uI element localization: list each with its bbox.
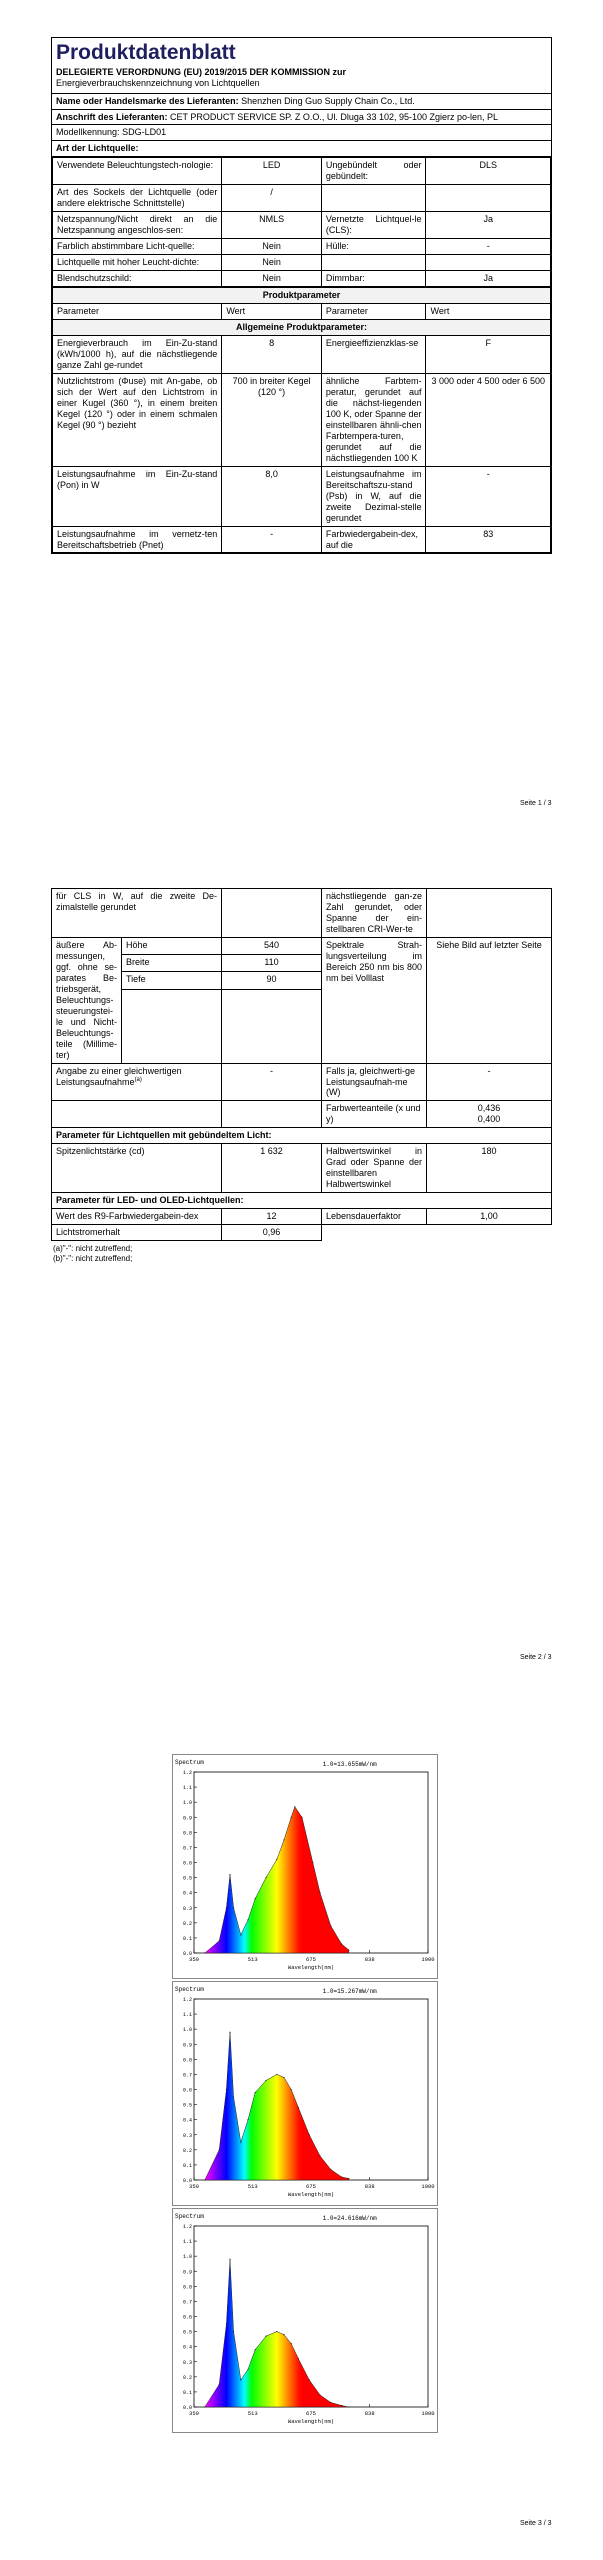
spectrum-point (265, 2080, 266, 2081)
spectrum-svg-2 (172, 1981, 438, 2206)
type-param-value-2: Ja (426, 212, 551, 239)
type-param-value: Nein (222, 239, 322, 255)
x-tick-label: 350 (189, 2410, 199, 2417)
y-tick-label: 0.1 (182, 2162, 192, 2169)
y-tick-label: 0.1 (182, 1935, 192, 1942)
spectrum-point (233, 2331, 234, 2332)
spectrum-point (255, 2349, 256, 2350)
general-param-label-2: ähnliche Farbtem-peratur, gerundet auf die nächst-liegenden 100 K, oder Spanne der einstellbaren ähnli-chen Farbtempera-turen, gerundet auf die nächstliegenden 100 K (321, 373, 426, 466)
general-param-row (53, 526, 551, 553)
footnote-a: (a)"-": nicht zutreffend; (53, 1244, 133, 1254)
spectral-label: Spektrale Strah-lungsverteilung im Bereich 250 nm bis 800 nm bei Volllast (322, 937, 427, 1063)
y-tick-label: 1.1 (182, 2239, 192, 2246)
spectrum-point (348, 2406, 349, 2407)
x-tick-label: 1000 (421, 2183, 435, 2190)
general-param-value: 700 in breiter Kegel (120 °) (222, 373, 322, 466)
dim-depth-value: 90 (222, 972, 322, 989)
general-param-row (53, 466, 551, 526)
type-param-value-2: - (426, 239, 551, 255)
y-tick-label: 0.7 (182, 2072, 192, 2079)
beam-angle-label: Halbwertswinkel in Grad oder Spanne der einstellbaren Halbwertswinkel (322, 1144, 427, 1193)
chromaticity-values: 0,436 0,400 (427, 1101, 552, 1128)
r9-label: Wert des R9-Farbwiedergabein-dex (52, 1209, 222, 1225)
y-tick-label: 0.6 (182, 2314, 192, 2321)
x-axis-label: Wavelength(nm) (287, 2418, 335, 2425)
spectrum-point (265, 2336, 266, 2337)
type-param-value: Nein (222, 255, 322, 271)
y-tick-label: 0.2 (182, 2374, 192, 2381)
equiv-power-label: Angabe zu einer gleichwertigen Leistungsaufnahme$^{(a)}$ (52, 1063, 222, 1101)
y-tick-label: 0.4 (182, 2117, 192, 2124)
spectrum-point (309, 2134, 310, 2135)
x-tick-label: 350 (189, 1956, 199, 1963)
spectrum-point (226, 2089, 227, 2090)
peak-intensity-value: 1 632 (222, 1144, 322, 1193)
page-number-1: Seite 1 / 3 (520, 800, 552, 807)
lumen-maint-label: Lichtstromerhalt (52, 1225, 222, 1241)
spectrum-point (309, 2379, 310, 2380)
spectrum-point (247, 2119, 248, 2120)
y-tick-label: 1.2 (182, 1997, 192, 2003)
spectrum-point (240, 1934, 241, 1935)
general-param-label-2: Energieeffizienzklas-se (321, 336, 426, 374)
survival-factor-value: 1,00 (427, 1209, 552, 1225)
x-tick-label: 1000 (421, 1956, 435, 1963)
chart-title: Spectrum (175, 1986, 204, 1993)
x-axis-label: Wavelength(nm) (287, 2191, 335, 2198)
spectrum-point (219, 2384, 220, 2385)
spectrum-point (226, 1907, 227, 1908)
y-tick-label: 1.0 (182, 2254, 192, 2261)
beam-angle-value: 180 (427, 1144, 552, 1193)
type-table (52, 157, 551, 287)
type-param-label-2 (321, 185, 426, 212)
datasheet-page-1 (51, 37, 552, 554)
spectrum-point (276, 2331, 277, 2332)
type-param-value-2 (426, 185, 551, 212)
spectrum-point (301, 1817, 302, 1818)
spectrum-chart-2 (172, 1981, 438, 2206)
x-tick-label: 675 (306, 2183, 316, 2190)
dim-depth-label: Tiefe (122, 972, 222, 989)
spectrum-chart-1 (172, 1754, 438, 1979)
y-tick-label: 0.3 (182, 2359, 192, 2366)
type-param-value: / (222, 185, 322, 212)
spectrum-point (283, 1839, 284, 1840)
y-tick-label: 0.9 (182, 2269, 192, 2276)
general-param-value-2: 3 000 oder 4 500 oder 6 500 (426, 373, 551, 466)
cont-param-label-2: nächstliegende gan-ze Zahl gerundet, oder Spanne der ein-stellbaren CRI-Wer-te (322, 889, 427, 938)
type-param-label-2: Hülle: (321, 239, 426, 255)
general-param-value-2: 83 (426, 526, 551, 553)
x-tick-label: 838 (364, 2410, 375, 2417)
spectrum-point (319, 2155, 320, 2156)
spectrum-point (319, 2394, 320, 2395)
chart-annotation: 1.0=13.655mW/nm (322, 1761, 377, 1768)
type-param-value-2 (426, 255, 551, 271)
x-tick-label: 838 (364, 1956, 375, 1963)
col-header-value-2: Wert (426, 304, 551, 320)
y-tick-label: 0.0 (182, 2178, 192, 2184)
y-tick-label: 0.1 (182, 2389, 192, 2396)
spectrum-point (233, 1907, 234, 1908)
type-param-label: Verwendete Beleuchtungstech-nologie: (53, 158, 222, 185)
model-row: Modellkennung: SDG-LD01 (52, 125, 551, 141)
general-param-value: - (222, 526, 322, 553)
spectrum-point (204, 2406, 205, 2407)
general-param-value: 8,0 (222, 466, 322, 526)
type-row (53, 212, 551, 239)
type-param-label: Art des Sockels der Lichtquelle (oder andere elektrische Schnittstelle) (53, 185, 222, 212)
spectral-value: Siehe Bild auf letzter Seite (427, 937, 552, 1063)
spectrum-point (229, 2032, 230, 2033)
y-tick-label: 0.3 (182, 2132, 192, 2139)
spectrum-point (276, 1859, 277, 1860)
type-row (53, 271, 551, 287)
lumen-maint-value: 0,96 (222, 1225, 322, 1241)
spectrum-point (240, 2379, 241, 2380)
page2-table (51, 888, 552, 1241)
supplier-address-row: Anschrift des Lieferanten: CET PRODUCT SERVICE SP. Z O.O., Ul. Dluga 33 102, 95-100 Zgierz po-len, PL (52, 110, 551, 126)
regulation-text: DELEGIERTE VERORDNUNG (EU) 2019/2015 DER KOMMISSION zur Energieverbrauchskennzeichnung von Lichtquellen (56, 66, 347, 88)
type-param-label-2: Vernetzte Lichtquel-le (CLS): (321, 212, 426, 239)
type-param-label: Netzspannung/Nicht direkt an die Netzspannung angeschlos-sen: (53, 212, 222, 239)
spectrum-point (283, 2077, 284, 2078)
y-tick-label: 0.6 (182, 2087, 192, 2094)
equiv-power-value-2: - (427, 1063, 552, 1101)
x-tick-label: 513 (247, 1956, 258, 1963)
page-number-3: Seite 3 / 3 (520, 2520, 552, 2527)
y-tick-label: 0.9 (182, 2042, 192, 2049)
spectrum-point (247, 1919, 248, 1920)
directional-params-title: Parameter für Lichtquellen mit gebündeltem Licht: (52, 1128, 552, 1144)
x-tick-label: 513 (247, 2183, 258, 2190)
y-tick-label: 0.4 (182, 2344, 192, 2351)
spectrum-point (298, 2107, 299, 2108)
general-param-label-2: Farbwiedergabein-dex, auf die (321, 526, 426, 553)
type-param-label: Farblich abstimmbare Licht-quelle: (53, 239, 222, 255)
y-tick-label: 1.2 (182, 2224, 192, 2230)
peak-intensity-label: Spitzenlichtstärke (cd) (52, 1144, 222, 1193)
y-tick-label: 0.7 (182, 1845, 192, 1852)
spectrum-point (348, 2178, 349, 2179)
type-param-value: LED (222, 158, 322, 185)
y-tick-label: 0.0 (182, 2405, 192, 2411)
x-tick-label: 350 (189, 2183, 199, 2190)
y-tick-label: 0.5 (182, 1875, 192, 1882)
type-param-value: Nein (222, 271, 322, 287)
spectrum-point (219, 2149, 220, 2150)
spectrum-point (204, 1952, 205, 1953)
y-tick-label: 0.4 (182, 1890, 192, 1897)
dimensions-label: äußere Ab-messungen, ggf. ohne se-parates Be-triebsgerät, Beleuchtungs-steuerungstei-le und Nicht-Beleuchtungs-teile (Millime-ter) (52, 937, 122, 1063)
y-tick-label: 0.5 (182, 2102, 192, 2109)
equiv-power-value: - (222, 1063, 322, 1101)
type-param-value: NMLS (222, 212, 322, 239)
spectrum-point (330, 1925, 331, 1926)
x-tick-label: 838 (364, 2183, 375, 2190)
type-row (53, 185, 551, 212)
y-tick-label: 0.8 (182, 1830, 192, 1837)
y-tick-label: 0.7 (182, 2299, 192, 2306)
dim-width-label: Breite (122, 955, 222, 972)
cont-param-label: für CLS in W, auf die zweite De-zimalstelle gerundet (52, 889, 222, 938)
spectrum-point (312, 1862, 313, 1863)
equiv-power-label-2: Falls ja, gleichwerti-ge Leistungsaufnah-me (W) (322, 1063, 427, 1101)
chart-title: Spectrum (175, 1759, 204, 1766)
y-tick-label: 0.8 (182, 2057, 192, 2064)
spectrum-point (204, 2179, 205, 2180)
y-tick-label: 0.6 (182, 1860, 192, 1867)
datasheet-page-2 (51, 888, 552, 1264)
page-title: Produktdatenblatt (56, 41, 236, 64)
type-param-value-2: DLS (426, 158, 551, 185)
x-axis-label: Wavelength(nm) (287, 1964, 335, 1971)
footnote-b: (b)"-": nicht zutreffend; (53, 1253, 133, 1263)
type-param-label: Lichtquelle mit hoher Leucht-dichte: (53, 255, 222, 271)
general-param-label: Nutzlichtstrom (Φuse) mit An-gabe, ob sich der Wert auf den Lichtstrom in einer Kugel (360 °), in einem breiten Kegel (120 °) oder in einem schmalen Kegel (90 °) bezieht (53, 373, 222, 466)
y-tick-label: 0.9 (182, 1815, 192, 1822)
general-param-row (53, 373, 551, 466)
general-param-value-2: - (426, 466, 551, 526)
chart-title: Spectrum (175, 2213, 204, 2220)
spectrum-point (219, 1940, 220, 1941)
spectrum-point (341, 1943, 342, 1944)
general-param-value: 8 (222, 336, 322, 374)
spectrum-point (233, 2096, 234, 2097)
y-tick-label: 1.1 (182, 2012, 192, 2019)
dim-height-value: 540 (222, 937, 322, 954)
spectrum-point (341, 2176, 342, 2177)
product-params-table (52, 287, 551, 553)
spectrum-point (341, 2405, 342, 2406)
general-param-value-2: F (426, 336, 551, 374)
type-param-label-2: Dimmbar: (321, 271, 426, 287)
r9-value: 12 (222, 1209, 322, 1225)
general-params-title: Allgemeine Produktparameter: (53, 320, 551, 336)
y-tick-label: 1.2 (182, 1770, 192, 1776)
x-tick-label: 513 (247, 2410, 258, 2417)
spectrum-point (291, 1817, 292, 1818)
spectrum-svg-1 (172, 1754, 438, 1979)
general-param-label: Leistungsaufnahme im vernetz-ten Bereitschaftsbetrieb (Pnet) (53, 526, 222, 553)
type-param-label-2: Ungebündelt oder gebündelt: (321, 158, 426, 185)
dim-height-label: Höhe (122, 937, 222, 954)
col-header-param-2: Parameter (321, 304, 426, 320)
spectrum-point (247, 2369, 248, 2370)
spectrum-point (265, 1877, 266, 1878)
col-header-param: Parameter (53, 304, 222, 320)
spectrum-chart-3 (172, 2208, 438, 2433)
page-number-2: Seite 2 / 3 (520, 1654, 552, 1661)
type-param-label: Blendschutzschild: (53, 271, 222, 287)
spectrum-point (276, 2074, 277, 2075)
y-tick-label: 1.0 (182, 1800, 192, 1807)
spectrum-point (319, 1892, 320, 1893)
spectrum-point (294, 1806, 295, 1807)
y-tick-label: 0.2 (182, 2147, 192, 2154)
spectrum-point (348, 1949, 349, 1950)
supplier-name-row: Name oder Handelsmarke des Lieferanten: Shenzhen Ding Guo Supply Chain Co., Ltd. (52, 94, 551, 110)
x-tick-label: 675 (306, 1956, 316, 1963)
general-param-label: Leistungsaufnahme im Ein-Zu-stand (Pon) in W (53, 466, 222, 526)
chart-annotation: 1.0=15.267mW/nm (322, 1988, 377, 1995)
spectrum-point (291, 2089, 292, 2090)
spectrum-point (240, 2142, 241, 2143)
type-row (53, 239, 551, 255)
y-tick-label: 1.0 (182, 2027, 192, 2034)
spectrum-point (283, 2334, 284, 2335)
chart-annotation: 1.0=24.616mW/nm (322, 2215, 377, 2222)
spectrum-point (226, 2323, 227, 2324)
y-tick-label: 0.5 (182, 2329, 192, 2336)
type-param-value-2: Ja (426, 271, 551, 287)
type-row (53, 158, 551, 185)
led-params-title: Parameter für LED- und OLED-Lichtquellen: (52, 1193, 552, 1209)
spectrum-point (330, 2169, 331, 2170)
y-tick-label: 1.1 (182, 1785, 192, 1792)
y-tick-label: 0.3 (182, 1905, 192, 1912)
x-tick-label: 1000 (421, 2410, 435, 2417)
y-tick-label: 0.0 (182, 1951, 192, 1957)
general-param-row (53, 336, 551, 374)
spectrum-point (229, 1874, 230, 1875)
spectrum-point (330, 2402, 331, 2403)
general-param-label: Energieverbrauch im Ein-Zu-stand (kWh/1000 h), auf die nächstliegende ganze Zahl ge-rundet (53, 336, 222, 374)
spectrum-point (291, 2343, 292, 2344)
spectrum-point (229, 2259, 230, 2260)
y-tick-label: 0.2 (182, 1920, 192, 1927)
general-param-label-2: Leistungsaufnahme im Bereitschaftszu-stand (Psb) in W, auf die zweite Dezimal-stelle gerundet (321, 466, 426, 526)
spectrum-point (298, 2358, 299, 2359)
type-row (53, 255, 551, 271)
spectrum-point (255, 1898, 256, 1899)
product-params-title: Produktparameter (53, 288, 551, 304)
survival-factor-label: Lebensdauerfaktor (322, 1209, 427, 1225)
spectrum-svg-3 (172, 2208, 438, 2433)
col-header-value: Wert (222, 304, 322, 320)
spectrum-point (255, 2092, 256, 2093)
light-source-type-heading: Art der Lichtquelle: (52, 141, 551, 157)
type-param-label-2 (321, 255, 426, 271)
chromaticity-label: Farbwerteanteile (x und y) (322, 1101, 427, 1128)
x-tick-label: 675 (306, 2410, 316, 2417)
y-tick-label: 0.8 (182, 2284, 192, 2291)
dim-width-value: 110 (222, 955, 322, 972)
